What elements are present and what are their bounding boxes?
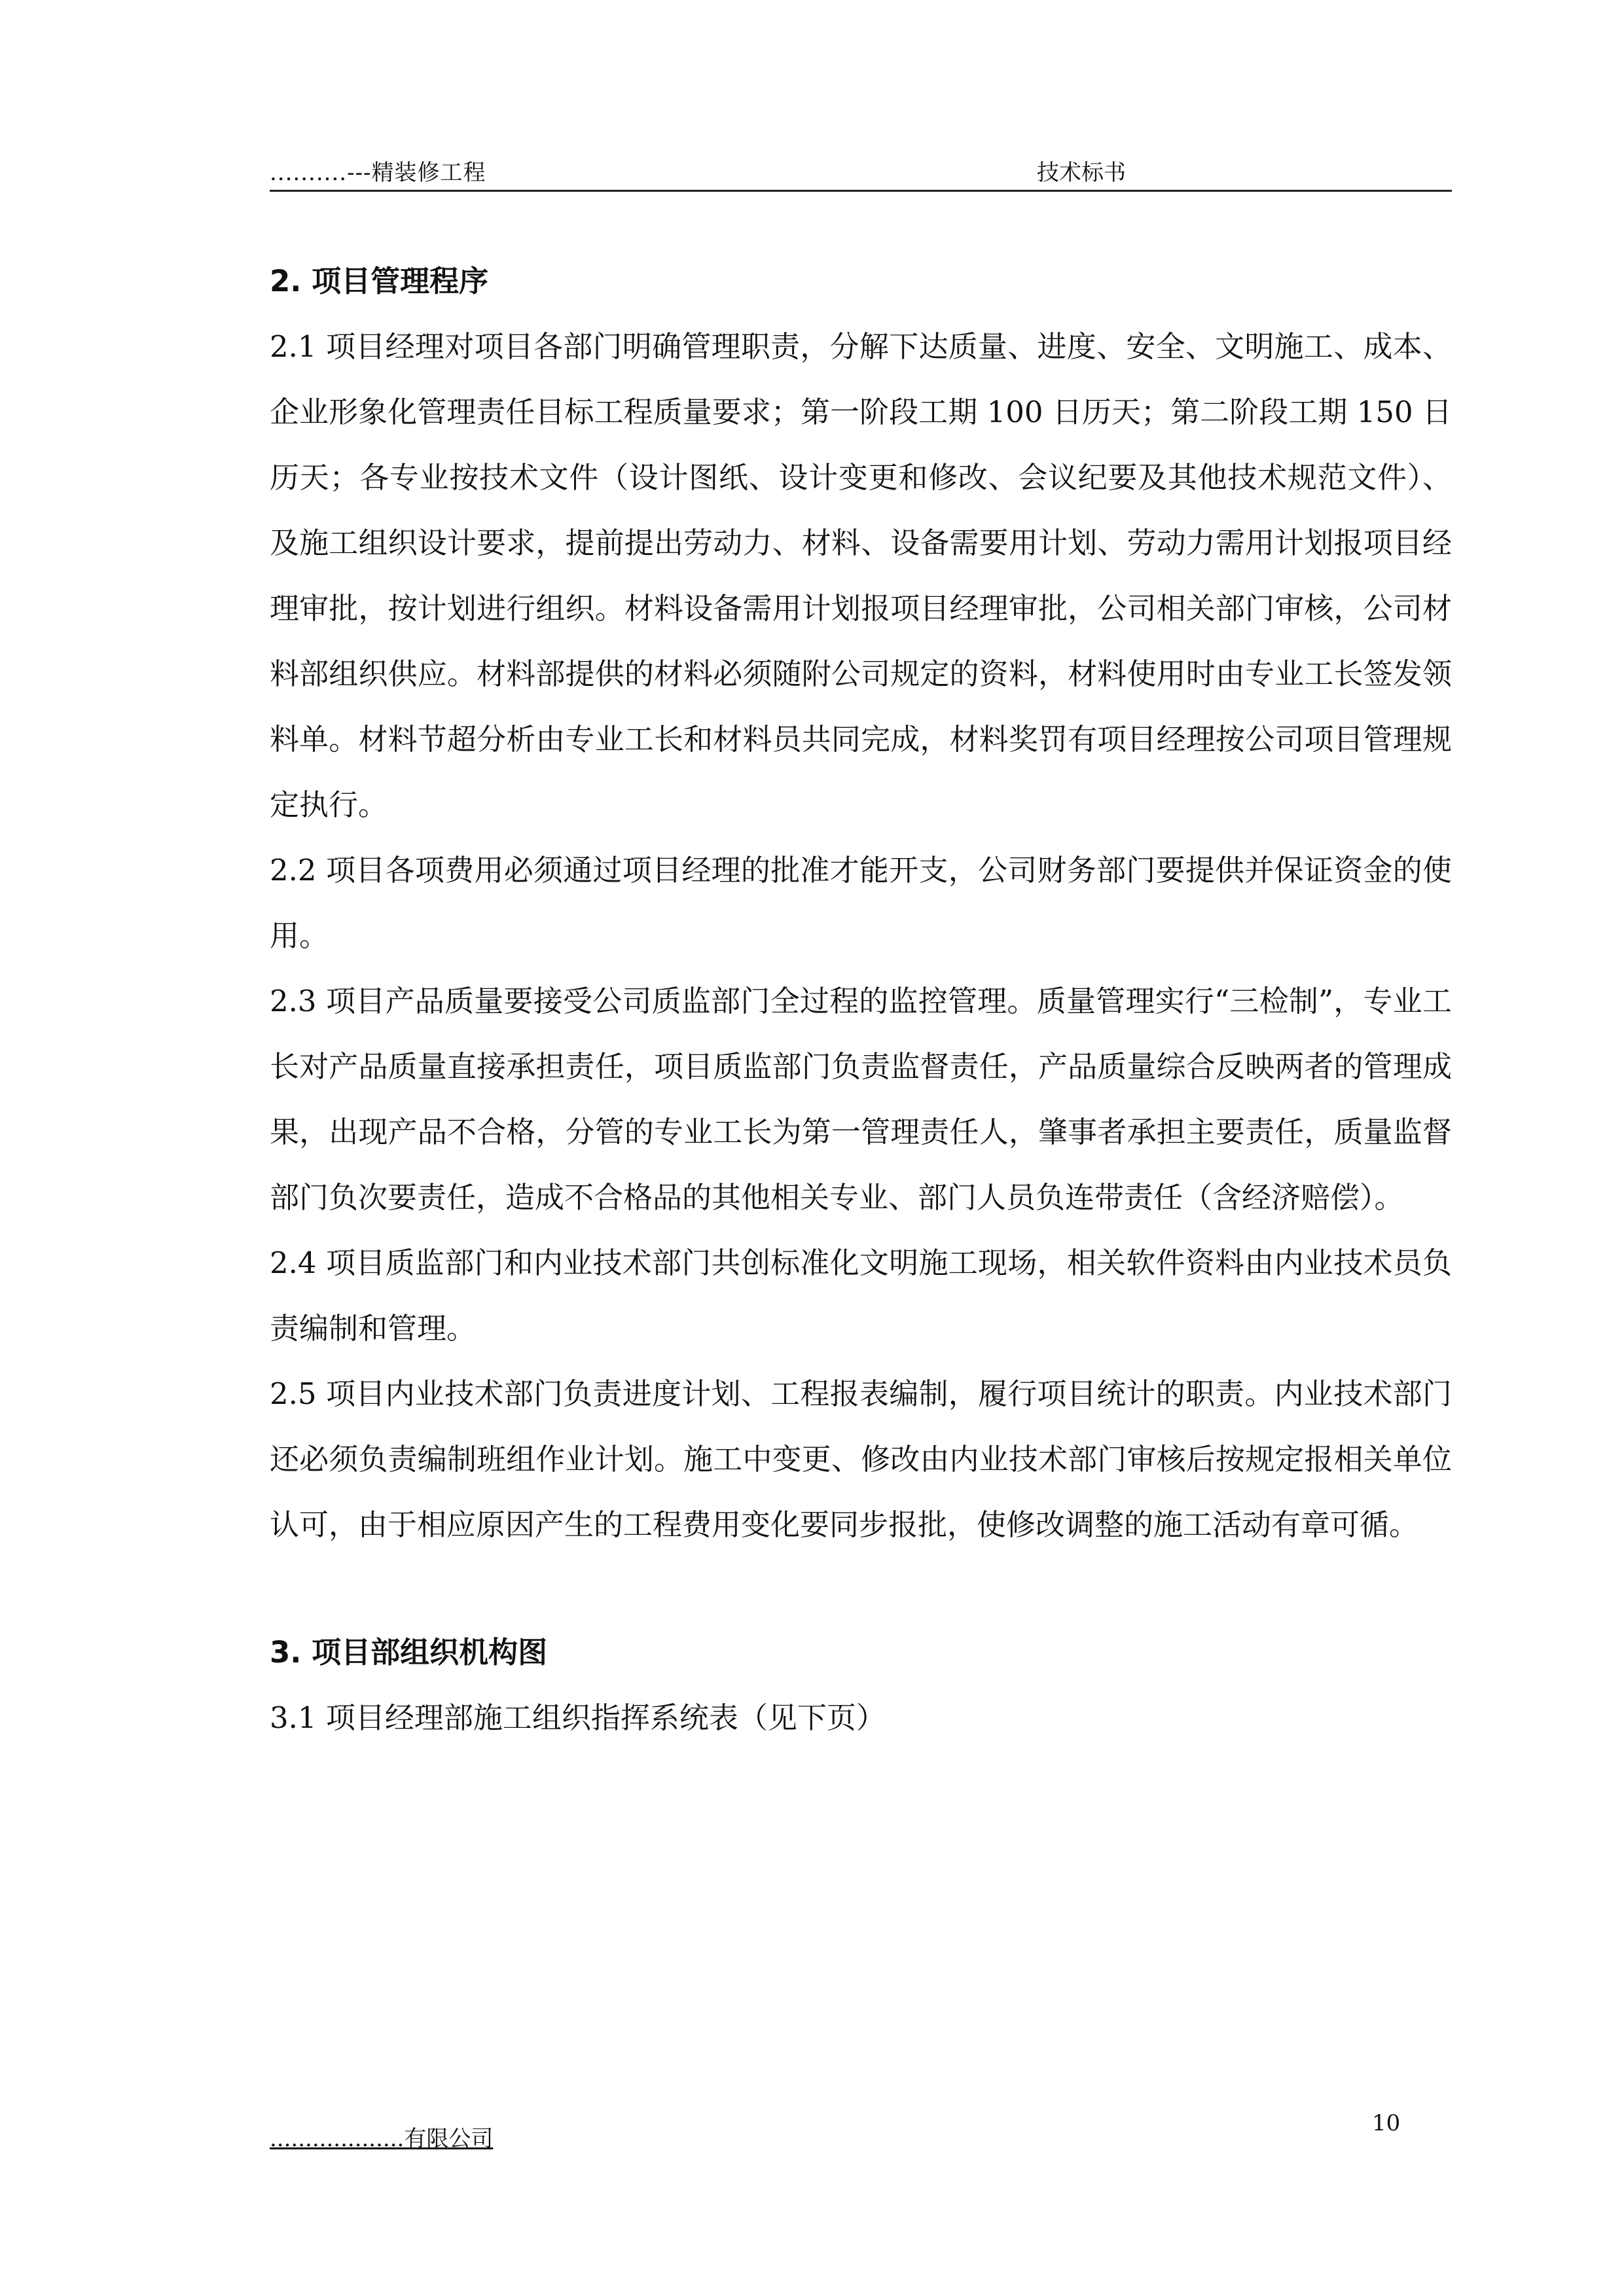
document-body	[270, 249, 1452, 1751]
section-spacer	[270, 1558, 1452, 1620]
paragraph-2-3: 2.3 项目产品质量要接受公司质监部门全过程的监控管理。质量管理实行“三检制”，专业工长对产品质量直接承担责任，项目质监部门负责监督责任，产品质量综合反映两者的管理成果，出现产品不合格，分管的专业工长为第一管理责任人，肇事者承担主要责任，质量监督部门负次要责任，造成不合格品的其他相关专业、部门人员负连带责任（含经济赔偿）。	[270, 984, 1452, 1215]
section-heading-org-chart: 3. 项目部组织机构图	[270, 1635, 548, 1670]
paragraph-2-4: 2.4 项目质监部门和内业技术部门共创标准化文明施工现场，相关软件资料由内业技术员负责编制和管理。	[270, 1246, 1452, 1346]
page-header	[270, 152, 1452, 192]
section-heading-project-management: 2. 项目管理程序	[270, 264, 489, 298]
header-project-title: ..........---精装修工程	[270, 160, 486, 186]
paragraph-3-1: 3.1 项目经理部施工组织指挥系统表（见下页）	[270, 1700, 886, 1735]
paragraph-2-5: 2.5 项目内业技术部门负责进度计划、工程报表编制，履行项目统计的职责。内业技术部门还必须负责编制班组作业计划。施工中变更、修改由内业技术部门审核后按规定报相关单位认可，由于相应原因产生的工程费用变化要同步报批，使修改调整的施工活动有章可循。	[270, 1376, 1452, 1542]
footer-page-number: 10	[1372, 2110, 1401, 2136]
footer-company-name: ...................有限公司	[270, 2126, 494, 2152]
paragraph-2-1: 2.1 项目经理对项目各部门明确管理职责，分解下达质量、进度、安全、文明施工、成本、企业形象化管理责任目标工程质量要求；第一阶段工期 100 日历天；第二阶段工期 150 日历天；各专业按技术文件（设计图纸、设计变更和修改、会议纪要及其他技术规范文件）、及施工组织设计要求，提前提出劳动力、材料、设备需要用计划、劳动力需用计划报项目经理审批，按计划进行组织。材料设备需用计划报项目经理审批，公司相关部门审核，公司材料部组织供应。材料部提供的材料必须随附公司规定的资料，材料使用时由专业工长签发领料单。材料节超分析由专业工长和材料员共同完成，材料奖罚有项目经理按公司项目管理规定执行。	[270, 329, 1452, 822]
header-doc-type: 技术标书	[1037, 160, 1126, 186]
paragraph-2-2: 2.2 项目各项费用必须通过项目经理的批准才能开支，公司财务部门要提供并保证资金的使用。	[270, 853, 1452, 953]
